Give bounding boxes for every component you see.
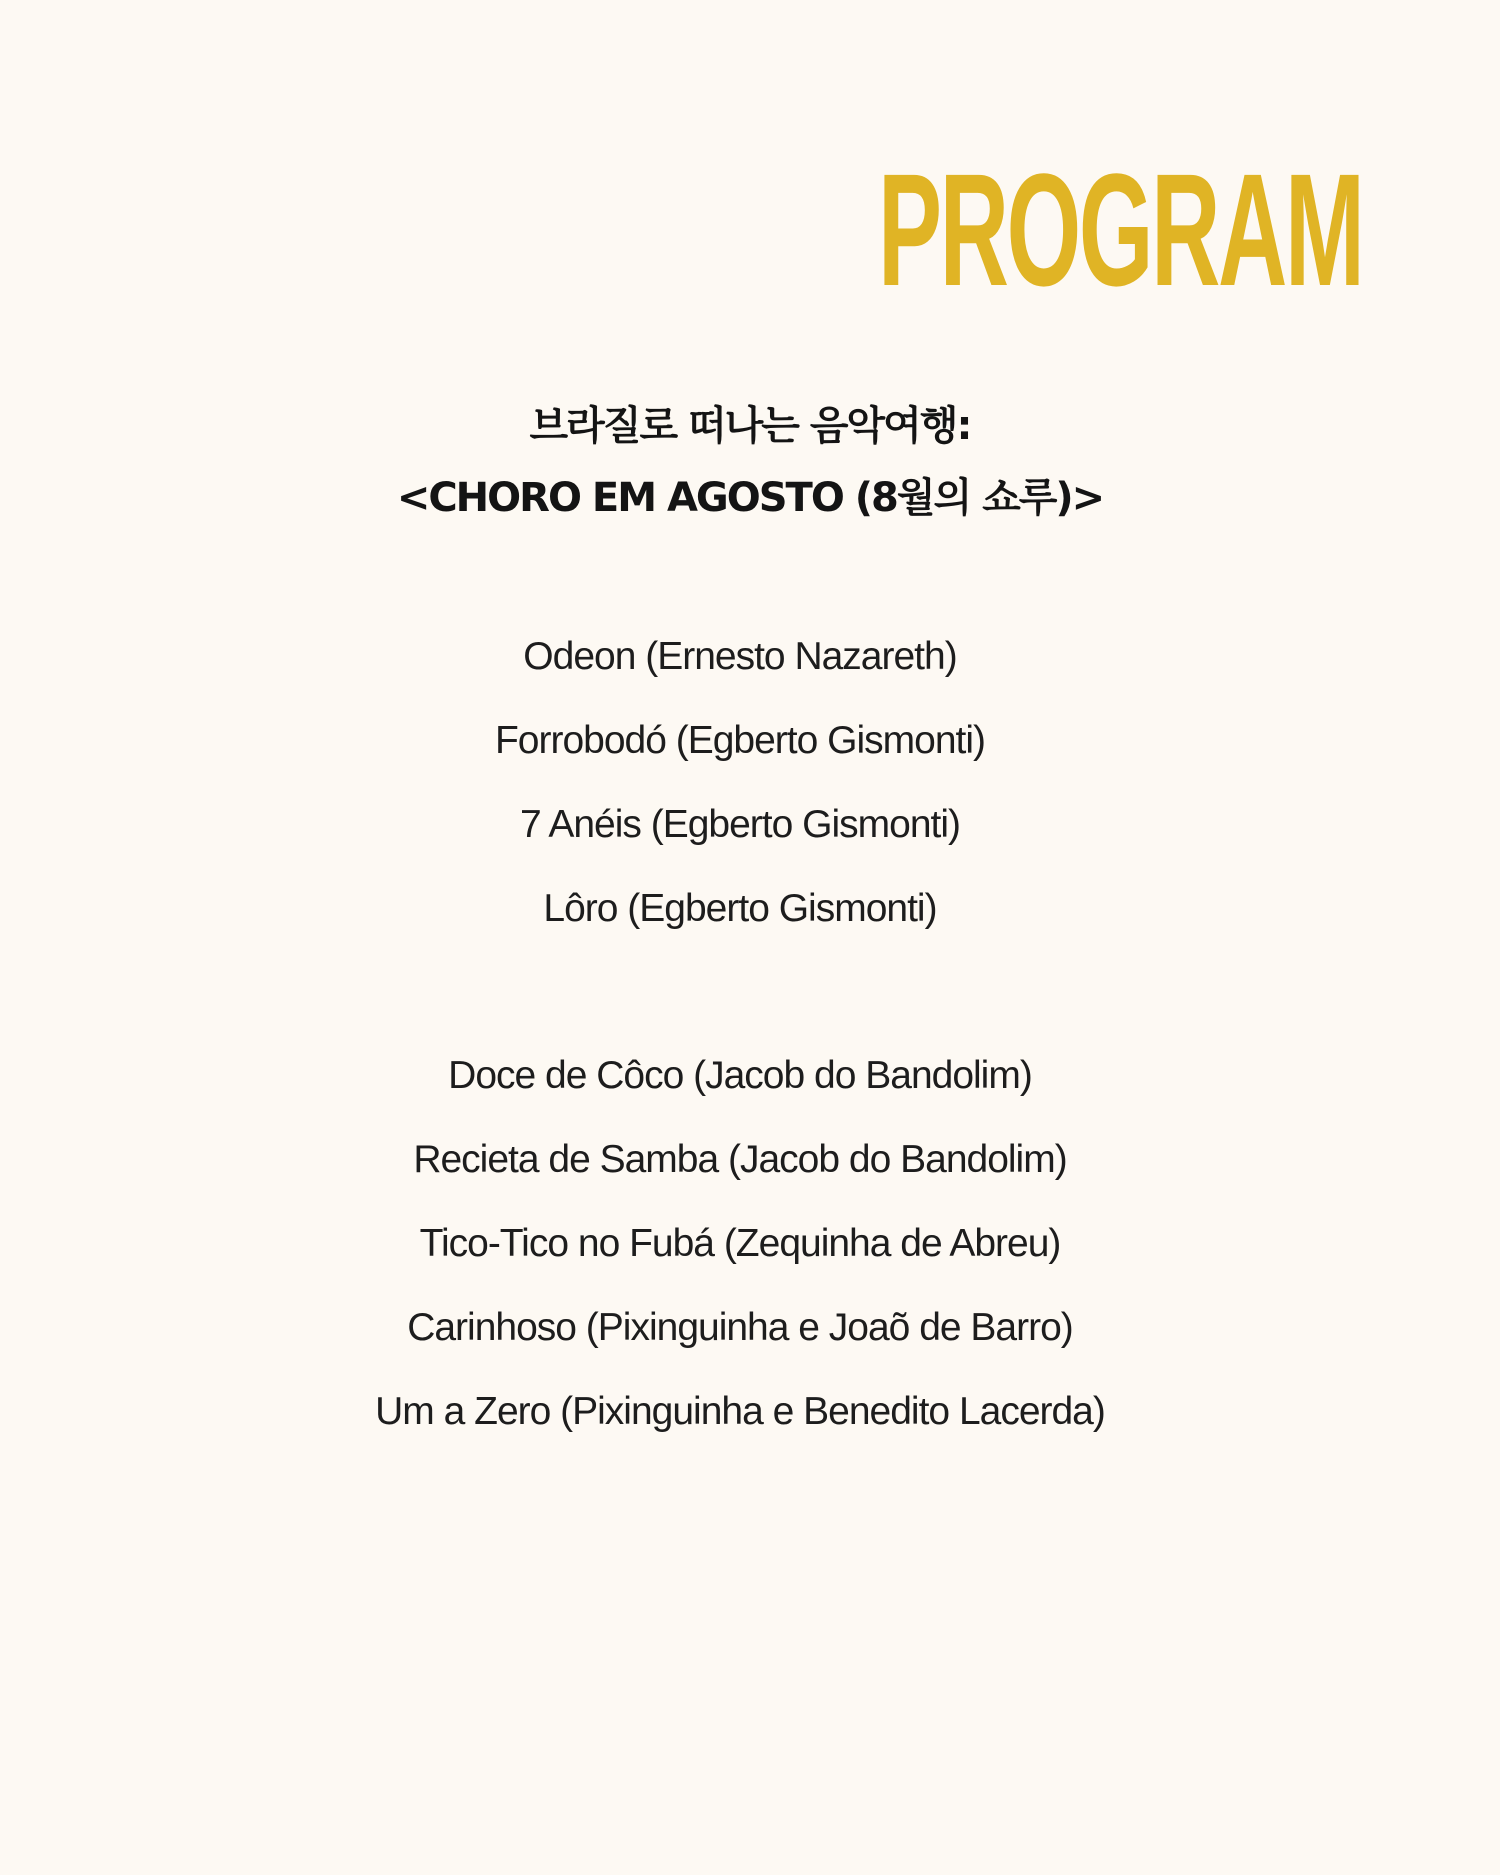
program-item: Doce de Côco (Jacob do Bandolim) [448, 1054, 1032, 1097]
program-item: 7 Anéis (Egberto Gismonti) [519, 803, 961, 846]
program-item: Um a Zero (Pixinguinha e Benedito Lacerda) [375, 1390, 1105, 1433]
program-item: Tico-Tico no Fubá (Zequinha de Abreu) [419, 1222, 1061, 1265]
concert-title [0, 390, 1500, 534]
concert-title-english: <CHORO EM AGOSTO (8월의 쇼루)> [396, 475, 1104, 521]
program-item: Odeon (Ernesto Nazareth) [523, 635, 957, 678]
program-item: Forrobodó (Egberto Gismonti) [494, 719, 986, 762]
program-list-second-half [0, 1034, 1480, 1454]
program-heading: PROGRAM [878, 140, 1363, 319]
concert-title-korean: 브라질로 떠나는 음악여행: [529, 403, 971, 449]
program-item: Carinhoso (Pixinguinha e Joaõ de Barro) [407, 1306, 1073, 1349]
program-list-first-half [0, 615, 1480, 951]
program-item: Lôro (Egberto Gismonti) [543, 887, 937, 930]
program-item: Recieta de Samba (Jacob do Bandolim) [413, 1138, 1067, 1181]
